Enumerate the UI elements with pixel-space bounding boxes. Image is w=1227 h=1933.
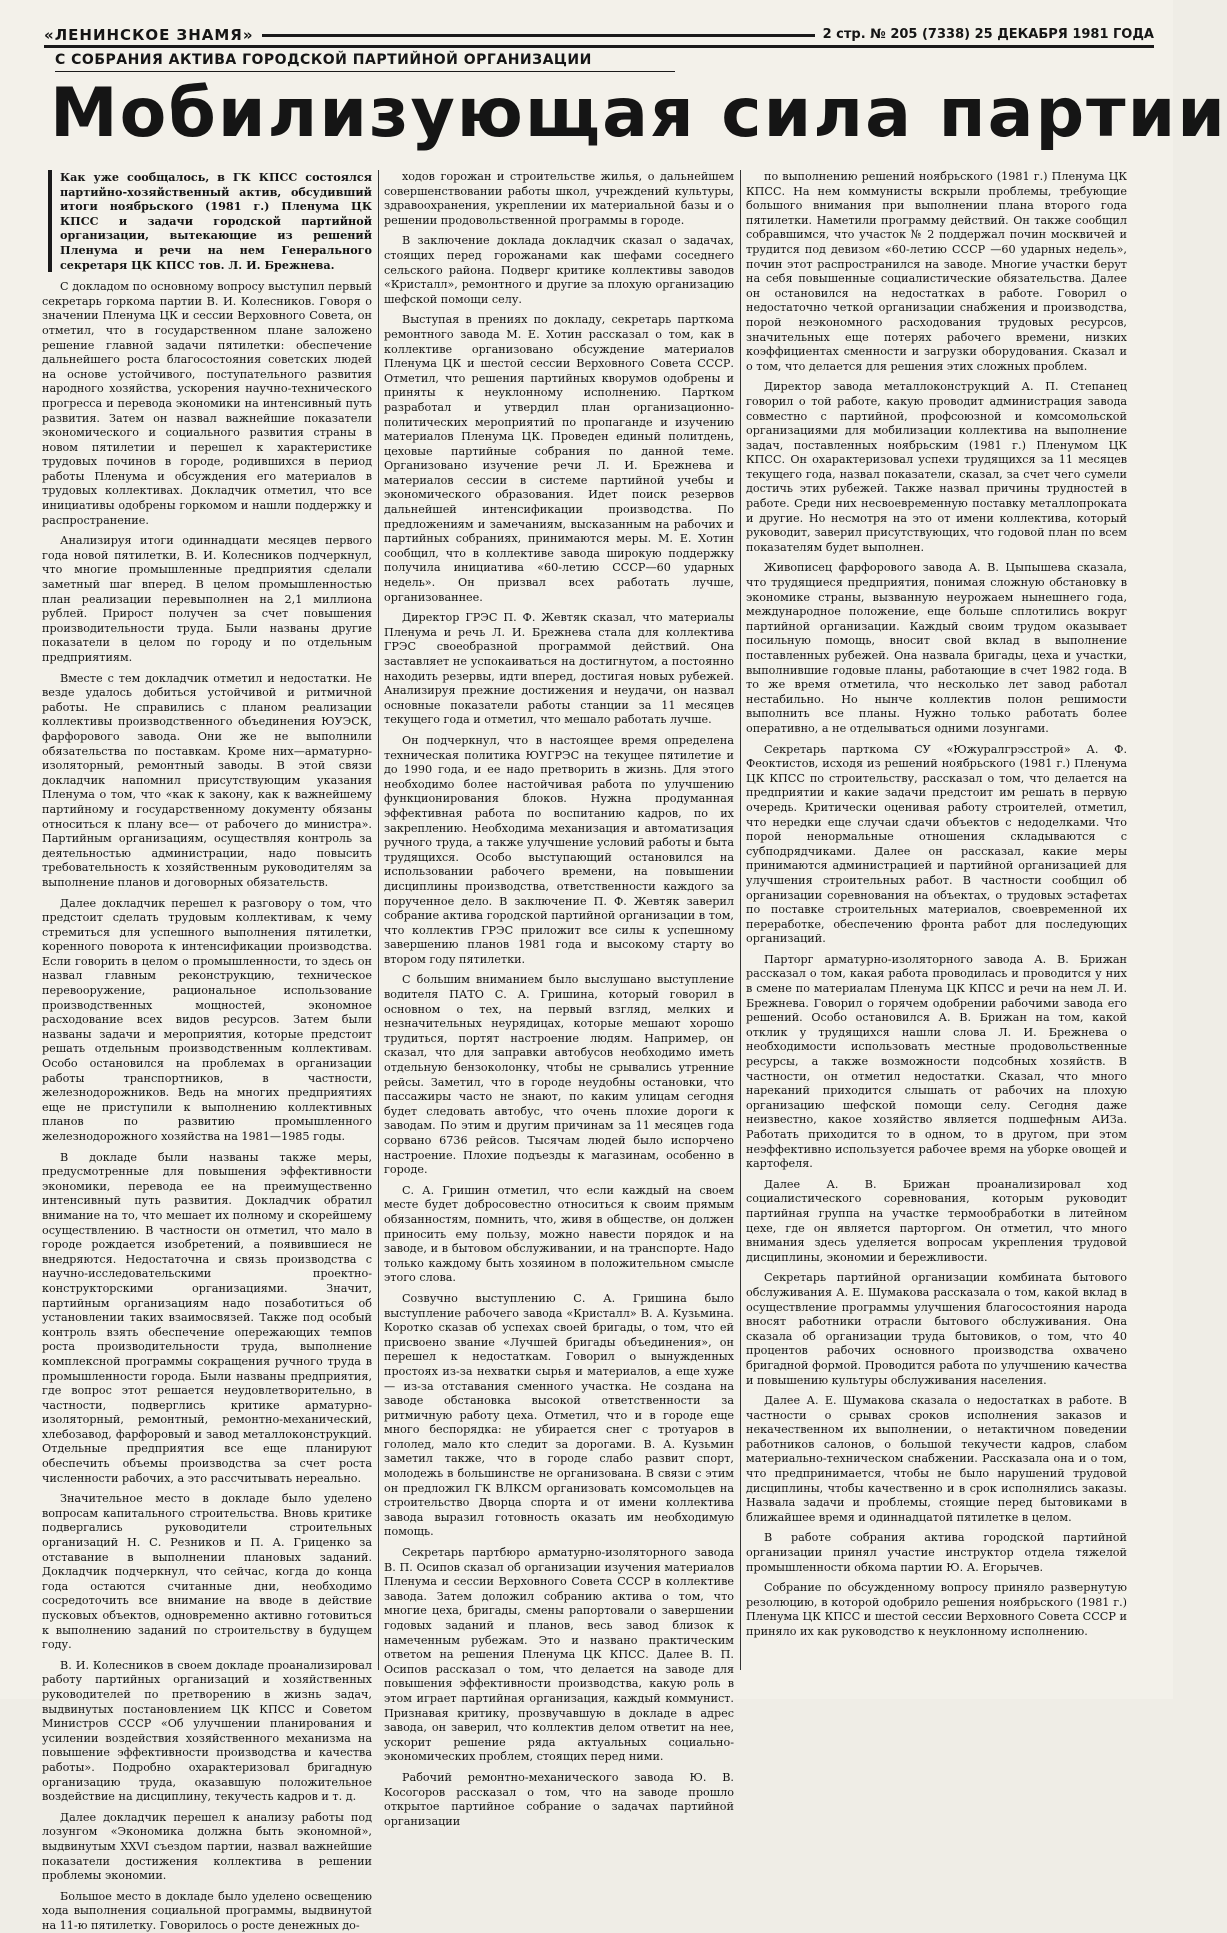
article-paragraph: С большим вниманием было выслушано выступление водителя ПАТО С. А. Гришина, который говорил в основном о тех, на первый взгляд, мелких и незначительных неурядицах, которые мешают хорошо трудиться, портят настроение людям. Например, он сказал, что для заправки автобусов необходимо иметь отдельную бензоколонку, чтобы не срывались утренние рейсы. Заметил, что в городе неудобны остановки, что пассажиры часто не знают, по каким улицам сегодня будет следовать автобус, что очень плохие дороги к заводам. По этим и другим причинам за 11 месяцев года сорвано 6736 рейсов. Тысячам людей было испорчено настроение. Плохие подъезды к магазинам, особенно в городе. xyxy=(384,973,734,1177)
rubric: С СОБРАНИЯ АКТИВА ГОРОДСКОЙ ПАРТИЙНОЙ ОРГАНИЗАЦИИ xyxy=(55,52,675,72)
column-1-paragraphs xyxy=(42,280,372,1933)
article-body xyxy=(42,170,1157,1932)
article-paragraph: В докладе были названы также меры, предусмотренные для повышения эффективности экономики, перевода ее на преимущественно интенсивный путь развития. Докладчик обратил внимание на то, что мешает их полному и скорейшему осуществлению. В частности он отметил, что мало в городе рождается изобретений, а появившиеся не внедряются. Недостаточна и связь производства с научно-исследовательскими проектно-конструкторскими организациями. Значит, партийным организациям надо позаботиться об установлении таких взаимосвязей. Также под особый контроль взять обеспечение опережающих темпов роста производительности труда, выполнение комплексной программы сокращения ручного труда в промышленности города. Были названы предприятия, где вопрос этот решается неудовлетворительно, в частности, подверглись критике арматурно-изоляторный, ремонтный, ремонтно-механический, хлебозавод, фарфоровый и завод металлоконструкций. Отдельные предприятия все еще планируют обеспечить объемы производства за счет роста численности рабочих, а это рассчитывать нереально. xyxy=(42,1150,372,1485)
article-paragraph: по выполнению решений ноябрьского (1981 г.) Пленума ЦК КПСС. На нем коммунисты вскрыли проблемы, требующие большого внимания при выполнении плана второго года пятилетки. Наметили программу действий. Он также сообщил собравшимся, что участок № 2 поддержал почин москвичей и трудится под девизом «60-летию СССР —60 ударных недель», почин этот распространился на заводе. Многие участки берут на себя повышенные социалистические обязательства. Далее он остановился на недостатках в работе. Говорил о недостаточно четкой организации снабжения и производства, порой неэкономного расходования трудовых ресурсов, значительных еще потерях рабочего времени, низких коэффициентах сменности и загрузки оборудования. Сказал и о том, что делается для решения этих сложных проблем. xyxy=(746,170,1127,373)
article-paragraph: Собрание по обсужденному вопросу приняло развернутую резолюцию, в которой одобрило решения ноябрьского (1981 г.) Пленума ЦК КПСС и шестой сессии Верховного Совета СССР и приняло их как руководство к неуклонному исполнению. xyxy=(746,1581,1127,1638)
article-paragraph: Выступая в прениях по докладу, секретарь парткома ремонтного завода М. Е. Хотин рассказал о том, как в коллективе организовано обсуждение материалов Пленума ЦК и шестой сессии Верховного Совета СССР. Отметил, что решения партийных кворумов одобрены и приняты к неуклонному исполнению. Партком разработал и утвердил план организационно-политических мероприятий по пропаганде и изучению материалов Пленума ЦК. Проведен единый политдень, цеховые партийные собрания по данной теме. Организовано изучение речи Л. И. Брежнева и материалов сессии в системе партийной учебы и экономического образования. Идет поиск резервов дальнейшей интенсификации производства. По предложениям и замечаниям, высказанным на рабочих и партийных собраниях, принимаются меры. М. Е. Хотин сообщил, что в коллективе завода широкую поддержку получила инициатива «60-летию СССР—60 ударных недель». Он призвал всех работать лучше, организованнее. xyxy=(384,313,734,604)
masthead xyxy=(44,24,1154,48)
masthead-rule xyxy=(262,34,815,37)
column-divider xyxy=(378,170,379,1670)
article-paragraph: Анализируя итоги одиннадцати месяцев первого года новой пятилетки, В. И. Колесников подчеркнул, что многие промышленные предприятия сделали заметный шаг вперед. В целом промышленностью план реализации перевыполнен на 2,1 миллиона рублей. Прирост получен за счет повышения производительности труда. Были названы другие показатели в целом по городу и по отдельным предприятиям. xyxy=(42,534,372,664)
article-paragraph: В работе собрания актива городской партийной организации принял участие инструктор отдела тяжелой промышленности обкома партии Ю. А. Егорычев. xyxy=(746,1531,1127,1574)
article-paragraph: ходов горожан и строительстве жилья, о дальнейшем совершенствовании работы школ, учреждений культуры, здравоохранения, укреплении их материальной базы и о решении продовольственной программы в городе. xyxy=(384,170,734,227)
article-paragraph: Секретарь партийной организации комбината бытового обслуживания А. Е. Шумакова рассказала о том, какой вклад в осуществление программы улучшения благосостояния народа вносят работники отрасли бытового обслуживания. Она сказала об организации труда бытовиков, о том, что 40 процентов рабочих основного производства охвачено бригадной формой. Проводится работа по улучшению качества и повышению культуры обслуживания населения. xyxy=(746,1271,1127,1387)
article-paragraph: Он подчеркнул, что в настоящее время определена техническая политика ЮУГРЭС на текущее пятилетие и до 1990 года, и ее надо претворить в жизнь. Для этого необходимо более настойчивая работа по улучшению функционирования блоков. Нужна продуманная эффективная работа по воспитанию кадров, по их закреплению. Необходима механизация и автоматизация ручного труда, а также улучшение условий работы и быта трудящихся. Особо выступающий остановился на использовании рабочего времени, на повышении дисциплины производства, ответственности каждого за порученное дело. В заключение П. Ф. Жевтяк заверил собрание актива городской партийной организации в том, что коллектив ГРЭС приложит все силы к успешному завершению планов 1981 года и высокому старту во втором году пятилетки. xyxy=(384,733,734,966)
article-paragraph: Далее А. Е. Шумакова сказала о недостатках в работе. В частности о срывах сроков исполнения заказов и некачественном их выполнении, о нетактичном поведении работников салонов, о большой текучести кадров, слабом материально-техническом снабжении. Рассказала она и о том, что предпринимается, чтобы не было нарушений трудовой дисциплины, чтобы качественно и в срок исполнялись заказы. Назвала задачи и проблемы, стоящие перед бытовиками в ближайшее время и одиннадцатой пятилетке в целом. xyxy=(746,1394,1127,1524)
article-paragraph: В. И. Колесников в своем докладе проанализировал работу партийных организаций и хозяйственных руководителей по претворению в жизнь задач, выдвинутых постановлением ЦК КПСС и Советом Министров СССР «Об улучшении планирования и усилении воздействия хозяйственного механизма на повышение эффективности производства и качества работы». Подробно охарактеризовал бригадную организацию труда, оказавшую положительное воздействие на дисциплину, текучесть кадров и т. д. xyxy=(42,1658,372,1804)
article-paragraph: Далее докладчик перешел к разговору о том, что предстоит сделать трудовым коллективам, к чему стремиться для успешного выполнения пятилетки, коренного поворота к интенсификации производства. Если говорить в целом о промышленности, то здесь он назвал главным реконструкцию, техническое перевооружение, рациональное использование производственных мощностей, экономное расходование всех видов ресурсов. Затем были названы задачи и мероприятия, которые предстоит решать отдельным производственным коллективам. Особо остановился на проблемах в организации работы транспортников, в частности, железнодорожников. Ведь на многих предприятиях еще не приступили к выполнению коллективных планов по развитию промышленного железнодорожного хозяйства на 1981—1985 годы. xyxy=(42,896,372,1143)
article-paragraph: Далее А. В. Брижан проанализировал ход социалистического соревнования, которым руководит партийная группа на участке термообработки в литейном цехе, где он является парторгом. Он отметил, что много внимания здесь уделяется вопросам укрепления трудовой дисциплины, экономии и бережливости. xyxy=(746,1177,1127,1264)
column-3 xyxy=(746,170,1127,1690)
article-paragraph: С. А. Гришин отметил, что если каждый на своем месте будет добросовестно относиться к своим прямым обязанностям, помнить, что, живя в обществе, он должен приносить ему пользу, можно навести порядок и на заводе, и в бытовом обслуживании, и на транспорте. Надо только каждому быть хозяином в положительном смысле этого слова. xyxy=(384,1183,734,1285)
article-paragraph: Вместе с тем докладчик отметил и недостатки. Не везде удалось добиться устойчивой и ритмичной работы. Не справились с планом реализации коллективы производственного объединения ЮУЭСК, фарфорового завода. Они же не выполнили обязательства по поставкам. Кроме них—арматурно-изоляторный, ремонтный заводы. В этой связи докладчик напомнил присутствующим указания Пленума о том, что «как к закону, как к важнейшему партийному и государственному документу обязаны относиться к плану все— от рабочего до министра». Партийным организациям, осуществляя контроль за деятельностью администрации, надо повысить требовательность к хозяйственным руководителям за выполнение планов и договорных обязательств. xyxy=(42,671,372,889)
issue-info: 2 стр. № 205 (7338) 25 ДЕКАБРЯ 1981 ГОДА xyxy=(815,27,1154,42)
article-paragraph: Большое место в докладе было уделено освещению хода выполнения социальной программы, выдвинутой на 11-ю пятилетку. Говорилось о росте денежных до- xyxy=(42,1889,372,1932)
article-paragraph: Живописец фарфорового завода А. В. Цыпышева сказала, что трудящиеся предприятия, понимая сложную обстановку в экономике страны, вызванную неурожаем нынешнего года, международное положение, еще больше сплотились вокруг партийной организации. Каждый своим трудом оказывает посильную помощь, вносит свой вклад в выполнение поставленных рубежей. Она назвала бригады, цеха и участки, выполнившие годовые планы, работающие в счет 1982 года. В то же время отметила, что несколько лет завод работал нестабильно. Но нынче коллектив полон решимости выполнить все планы. Нужно только работать более оперативно, а не отделываться одними лозунгами. xyxy=(746,561,1127,735)
article-paragraph: Далее докладчик перешел к анализу работы под лозунгом «Экономика должна быть экономной», выдвинутым XXVI съездом партии, назвал важнейшие показатели достижения коллектива в решении проблемы экономии. xyxy=(42,1810,372,1883)
article-paragraph: Секретарь парткома СУ «Южуралгрэсстрой» А. Ф. Феоктистов, исходя из решений ноябрьского (1981 г.) Пленума ЦК КПСС по строительству, рассказал о том, что делается на предприятии и какие задачи предстоит им решать в первую очередь. Критически оценивая работу строителей, отметил, что нередки еще случаи сдачи объектов с недоделками. Что порой ненормальные отношения складываются с субподрядчиками. Далее он рассказал, какие меры принимаются администрацией и партийной организацией для улучшения строительных работ. В частности сообщил об организации соревнования на объектах, о трудовых эстафетах по поставке строительных материалов, своевременной их переработке, обеспечению фронта работ для последующих организаций. xyxy=(746,742,1127,946)
article-paragraph: Значительное место в докладе было уделено вопросам капитального строительства. Вновь критике подвергались руководители строительных организаций Н. С. Резников и П. А. Гриценко за отставание в выполнении плановых заданий. Докладчик подчеркнул, что сейчас, когда до конца года остаются считанные дни, необходимо сосредоточить все внимание на вводе в действие пусковых объектов, одновременно активно готовиться к выполнению заданий по строительству в будущем году. xyxy=(42,1492,372,1652)
article-paragraph: Директор ГРЭС П. Ф. Жевтяк сказал, что материалы Пленума и речь Л. И. Брежнева стала для коллектива ГРЭС своеобразной программой действий. Она заставляет не успокаиваться на достигнутом, а постоянно находить резервы, идти вперед, достигая новых рубежей. Анализируя прежние достижения и неудачи, он назвал основные показатели работы станции за 11 месяцев текущего года и отметил, что мешало работать лучше. xyxy=(384,611,734,727)
article-paragraph: Секретарь партбюро арматурно-изоляторного завода В. П. Осипов сказал об организации изучения материалов Пленума и сессии Верховного Совета СССР в коллективе завода. Затем доложил собранию актива о том, что многие цеха, бригады, смены рапортовали о завершении годовых заданий и планов, весь завод близок к намеченным рубежам. Это и названо практическим ответом на решения Пленума ЦК КПСС. Далее В. П. Осипов рассказал о том, что делается на заводе для повышения эффективности производства, какую роль в этом играет партийная организация, каждый коммунист. Признавая критику, прозвучавшую в докладе в адрес завода, он заверил, что коллектив делом ответит на нее, ускорит решение ряда актуальных социально-экономических проблем, стоящих перед ними. xyxy=(384,1546,734,1764)
column-2 xyxy=(384,170,734,1828)
column-1 xyxy=(42,170,372,1932)
column-divider xyxy=(740,170,741,1670)
article-paragraph: Парторг арматурно-изоляторного завода А. В. Брижан рассказал о том, какая работа проводилась и проводится у них в смене по материалам Пленума ЦК КПСС и речи на нем Л. И. Брежнева. Говорил о горячем одобрении рабочими завода его решений. Особо остановился А. В. Брижан на том, какой отклик у трудящихся нашли слова Л. И. Брежнева о необходимости использовать местные продовольственные ресурсы, а также возможности подсобных хозяйств. В частности, он отметил недостатки. Сказал, что много нареканий приходится слышать от рабочих на плохую организацию шефской помощи селу. Сегодня даже неизвестно, какое хозяйство является подшефным АИЗа. Работать приходится то в одном, то в другом, при этом неэффективно используется рабочее время на уборке овощей и картофеля. xyxy=(746,952,1127,1171)
article-intro: Как уже сообщалось, в ГК КПСС состоялся партийно-хозяйственный актив, обсудивший итоги ноябрьского (1981 г.) Пленума ЦК КПСС и задачи городской партийной организации, вытекающие из решений Пленума и речи на нем Генерального секретаря ЦК КПСС тов. Л. И. Брежнева. xyxy=(48,170,372,272)
column-3-paragraphs xyxy=(746,170,1127,1640)
paper-name: «ЛЕНИНСКОЕ ЗНАМЯ» xyxy=(44,26,262,44)
article-paragraph: В заключение доклада докладчик сказал о задачах, стоящих перед горожанами как шефами соседнего сельского района. Подверг критике коллективы заводов «Кристалл», ремонтного и другие за плохую организацию шефской помощи селу. xyxy=(384,234,734,306)
column-2-paragraphs xyxy=(384,170,734,1829)
headline: Мобилизующая сила партии xyxy=(50,74,1227,153)
article-paragraph: Созвучно выступлению С. А. Гришина было выступление рабочего завода «Кристалл» В. А. Кузьмина. Коротко сказав об успехах своей бригады, о том, что ей присвоено звание «Лучшей бригады объединения», он перешел к недостаткам. Говорил о вынужденных простоях из-за нехватки сырья и материалов, а еще хуже— из-за отставания сменного участка. Не создана на заводе обстановка высокой ответственности за ритмичную работу цеха. Отметил, что и в городе еще много беспорядка: не убирается снег с тротуаров в гололед, мало кто следит за дорогами. В. А. Кузьмин заметил также, что в городе слабо развит спорт, молодежь в большинстве не организована. В связи с этим он предложил ГК ВЛКСМ организовать комсомольцев на строительство Дворца спорта и от имени коллектива завода выразил готовность оказать им необходимую помощь. xyxy=(384,1291,734,1539)
article-paragraph: Директор завода металлоконструкций А. П. Степанец говорил о той работе, какую проводит администрация завода совместно с партийной, профсоюзной и комсомольской организациями для мобилизации коллектива на выполнение задач, поставленных ноябрьским (1981 г.) Пленумом ЦК КПСС. Он охарактеризовал успехи трудящихся за 11 месяцев текущего года, назвал показатели, сказал, за счет чего сумели достичь этих рубежей. Также назвал причины трудностей в работе. Среди них несвоевременную поставку металлопроката и другие. Но несмотря на это от имени коллектива, который руководит, заверил присутствующих, что годовой план по всем показателям будет выполнен. xyxy=(746,380,1127,554)
article-paragraph: С докладом по основному вопросу выступил первый секретарь горкома партии В. И. Колесников. Говоря о значении Пленума ЦК и сессии Верховного Совета, он отметил, что в государственном плане заложено решение главной задачи пятилетки: обеспечение дальнейшего роста благосостояния советских людей на основе устойчивого, поступательного развития народного хозяйства, ускорения научно-технического прогресса и перевода экономики на интенсивный путь развития. Затем он назвал важнейшие показатели экономического и социального развития страны в новом пятилетии и перешел к характеристике трудовых починов в городе, родившихся в период работы Пленума и обсуждения его материалов в трудовых коллективах. Докладчик отметил, что все инициативы одобрены горкомом и нашли поддержку и распространение. xyxy=(42,280,372,527)
article-paragraph: Рабочий ремонтно-механического завода Ю. В. Косогоров рассказал о том, что на заводе прошло открытое партийное собрание о задачах партийной организации xyxy=(384,1770,734,1828)
